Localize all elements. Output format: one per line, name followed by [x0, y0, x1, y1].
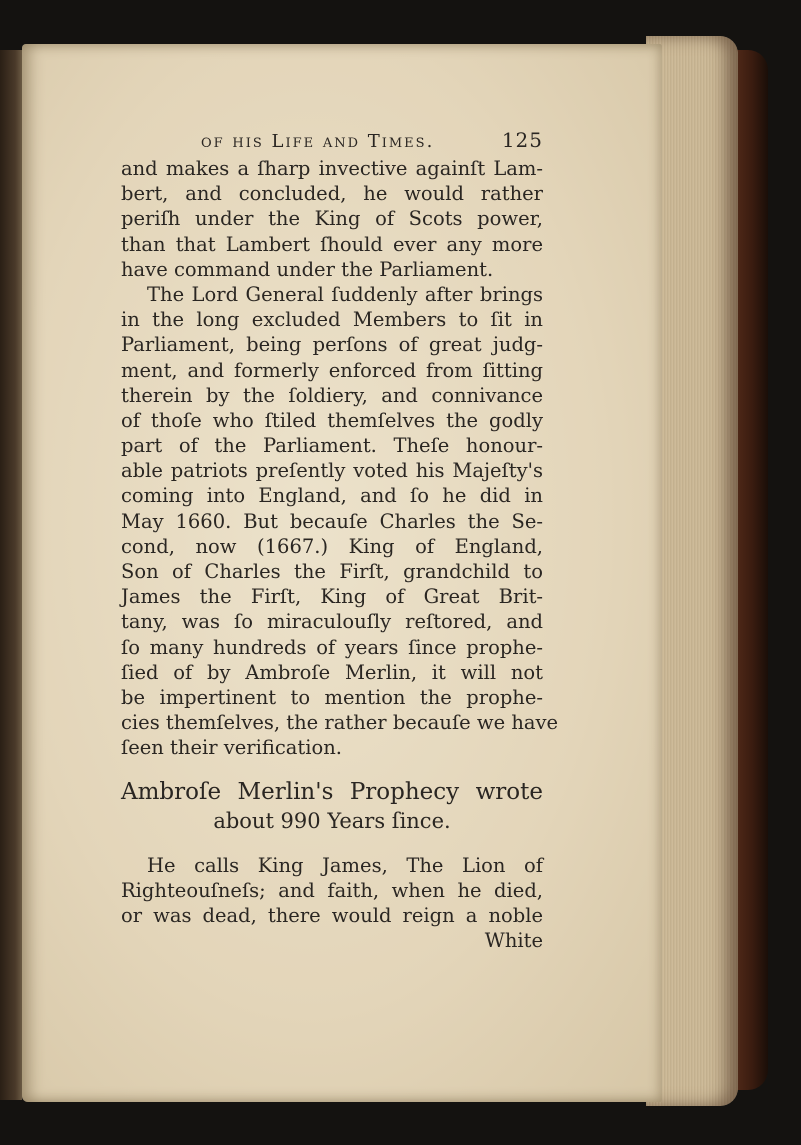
text-line: periſh under the King of Scots power, [121, 207, 543, 231]
paragraph-1 [121, 156, 543, 282]
paragraph-2 [121, 282, 559, 761]
running-head: of his Life and Times. [201, 131, 435, 152]
text-line: ſied of by Ambroſe Merlin, it will not [121, 660, 543, 684]
text-line: tany, was ſo miraculouſly reſtored, and [121, 610, 543, 634]
section-heading-line2: about 990 Years ſince. [213, 808, 451, 833]
page-number: 125 [501, 128, 543, 152]
text-line: be impertinent to mention the prophe- [121, 685, 543, 709]
text-line: ſeen their verification. [121, 736, 342, 760]
text-line: cies themſelves, the rather becauſe we have [121, 711, 559, 735]
catchword: White [484, 929, 543, 953]
text-line: Son of Charles the Firſt, grandchild to [121, 560, 543, 583]
text-line: and makes a ſharp invective againſt Lam- [121, 157, 543, 180]
text-line: James the Firſt, King of Great Brit- [121, 585, 543, 609]
text-line: He calls King James, The Lion of [147, 853, 543, 877]
running-header [201, 128, 543, 152]
text-line: have command under the Parliament. [121, 257, 494, 281]
text-line: May 1660. But becauſe Charles the Se- [121, 509, 543, 533]
book-spine-left [0, 50, 22, 1100]
text-line: part of the Parliament. Theſe honour- [121, 434, 543, 458]
text-line: bert, and concluded, he would rather [121, 182, 543, 206]
text-line: ſo many hundreds of years ſince prophe- [121, 635, 543, 659]
text-block [121, 128, 559, 953]
text-line: Parliament, being perſons of great judg- [121, 333, 543, 357]
section-heading-line1: Ambroſe Merlin's Prophecy wrote [121, 778, 543, 805]
text-line: in the long excluded Members to ſit in [121, 308, 543, 332]
text-line: or was dead, there would reign a noble [121, 903, 543, 927]
text-line: cond, now (1667.) King of England, [121, 534, 543, 558]
text-line: therein by the ſoldiery, and connivance [121, 383, 543, 407]
paragraph-3 [121, 853, 543, 954]
text-line: than that Lambert ſhould ever any more [121, 232, 543, 256]
text-line: Righteouſneſs; and faith, when he died, [121, 878, 543, 902]
text-line: of thoſe who ſtiled themſelves the godly [121, 408, 543, 432]
text-line: The Lord General ſuddenly after brings [147, 282, 543, 306]
text-line: coming into England, and ſo he did in [121, 484, 543, 508]
text-line: ment, and formerly enforced from ſitting [121, 358, 543, 382]
text-line: able patriots preſently voted his Majeſty's [121, 459, 543, 483]
